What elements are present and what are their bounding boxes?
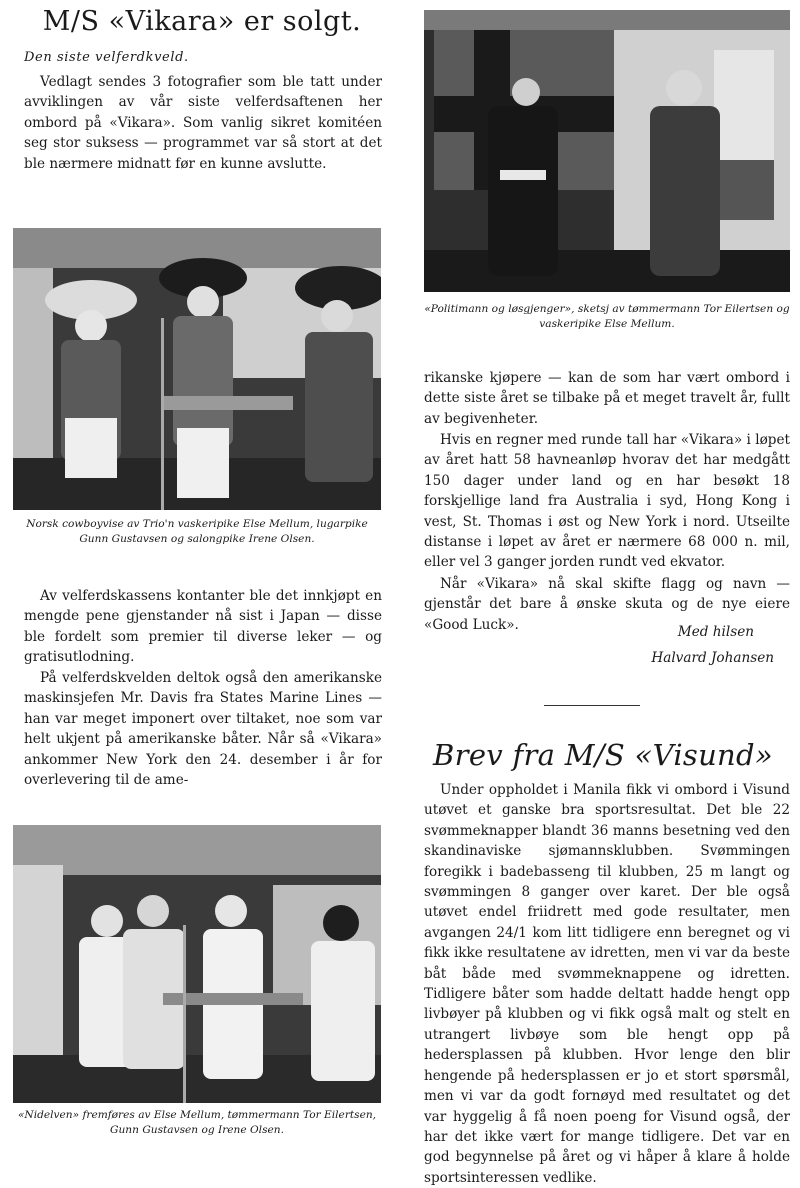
photo-nidelven <box>13 825 381 1103</box>
body-paragraph-2: På velferdskvelden deltok også den amerikanske maskinsjefen Mr. Davis fra States Marine Lines — han var meget imponert over tiltaket, noe som var helt ukjent på amerikanske båter. Når så «Vikara» ankommer New York den 24. desember i år for overlevering til de ame- <box>24 670 382 789</box>
article-subtitle: Den siste velferdkveld. <box>24 50 189 65</box>
body-paragraph-4: Hvis en regner med runde tall har «Vikara» i løpet av året hatt 58 havneanløp hvorav det har medgått 150 dager under land og en har besøkt 18 forskjellige land fra Australia i syd, Hong Kong i vest, St. Thomas i øst og New York i nord. Utseilte distanse i løpet av året er nærmere 68 000 n. mil, eller vel 3 ganger jorden rundt ved ekvator. <box>424 432 790 571</box>
body-paragraph-5: Når «Vikara» nå skal skifte flagg og navn — gjenstår det bare å ønske skuta og de nye eiere «Good Luck». <box>424 576 790 633</box>
photo3-caption: «Nidelven» fremføres av Else Mellum, tømmermann Tor Eilertsen, Gunn Gustavsen og Irene Olsen. <box>17 1109 377 1136</box>
body-paragraph-1: Av velferdskassens kontanter ble det innkjøpt en mengde pene gjenstander nå sist i Japan — disse ble fordelt som premier til diverse leker — og gratisutlodning. <box>24 588 382 666</box>
photo-politimann <box>424 10 790 292</box>
article2-title: Brev fra M/S «Visund» <box>433 738 773 772</box>
signature: Halvard Johansen <box>651 650 774 666</box>
body-paragraph-3: rikanske kjøpere — kan de som har vært ombord i dette siste året se tilbake på et meget travelt år, fullt av begivenheter. <box>424 370 790 427</box>
greeting: Med hilsen <box>677 624 754 640</box>
intro-paragraph: Vedlagt sendes 3 fotografier som ble tatt under avviklingen av vår siste velferdsaftenen her ombord på «Vikara». Som vanlig sikret komitéen seg stor suksess — programmet var så stort at det ble nærmere midnatt før en kunne avslutte. <box>24 74 382 172</box>
article2-body: Under oppholdet i Manila fikk vi ombord i Visund utøvet et ganske bra sportsresultat. Det ble 22 svømmeknapper blandt 36 manns besetning ved den skandinaviske sjømannsklubben. Svømmingen foregikk i badebasseng til klubben, 25 m langt og svømmingen 8 ganger over karet. Der ble også utøvet endel friidrett med gode resultater, men avgangen 24/1 kom litt tidligere enn beregnet og vi fikk ikke resultatene av idretten, men vi var da beste båt både med svømmeknappene og idretten. Tidligere båter som hadde deltatt hadde hengt opp livbøyer på klubben og vi fikk også malt og stelt en utrangert livbøye som ble hengt opp på hedersplassen på klubben. Hvor lenge den blir hengende på hedersplassen er jo et stort spørsmål, men vi var da godt fornøyd med resultatet og det var hyggelig å få noen poeng for Visund også, der har det ikke vært for mange tidligere. Det var en god begynnelse på året og vi håper å klare å holde sportsinteressen vedlike. <box>424 782 790 1186</box>
photo-cowboy-trio <box>13 228 381 510</box>
section-divider <box>544 705 640 706</box>
photo1-caption: Norsk cowboyvise av Trio'n vaskeripike Else Mellum, lugarpike Gunn Gustavsen og salongpike Irene Olsen. <box>26 518 368 545</box>
photo2-caption: «Politimann og løsgjenger», sketsj av tømmermann Tor Eilertsen og vaskeripike Else Mellum. <box>424 303 790 330</box>
article-title: M/S «Vikara» er solgt. <box>42 6 362 37</box>
